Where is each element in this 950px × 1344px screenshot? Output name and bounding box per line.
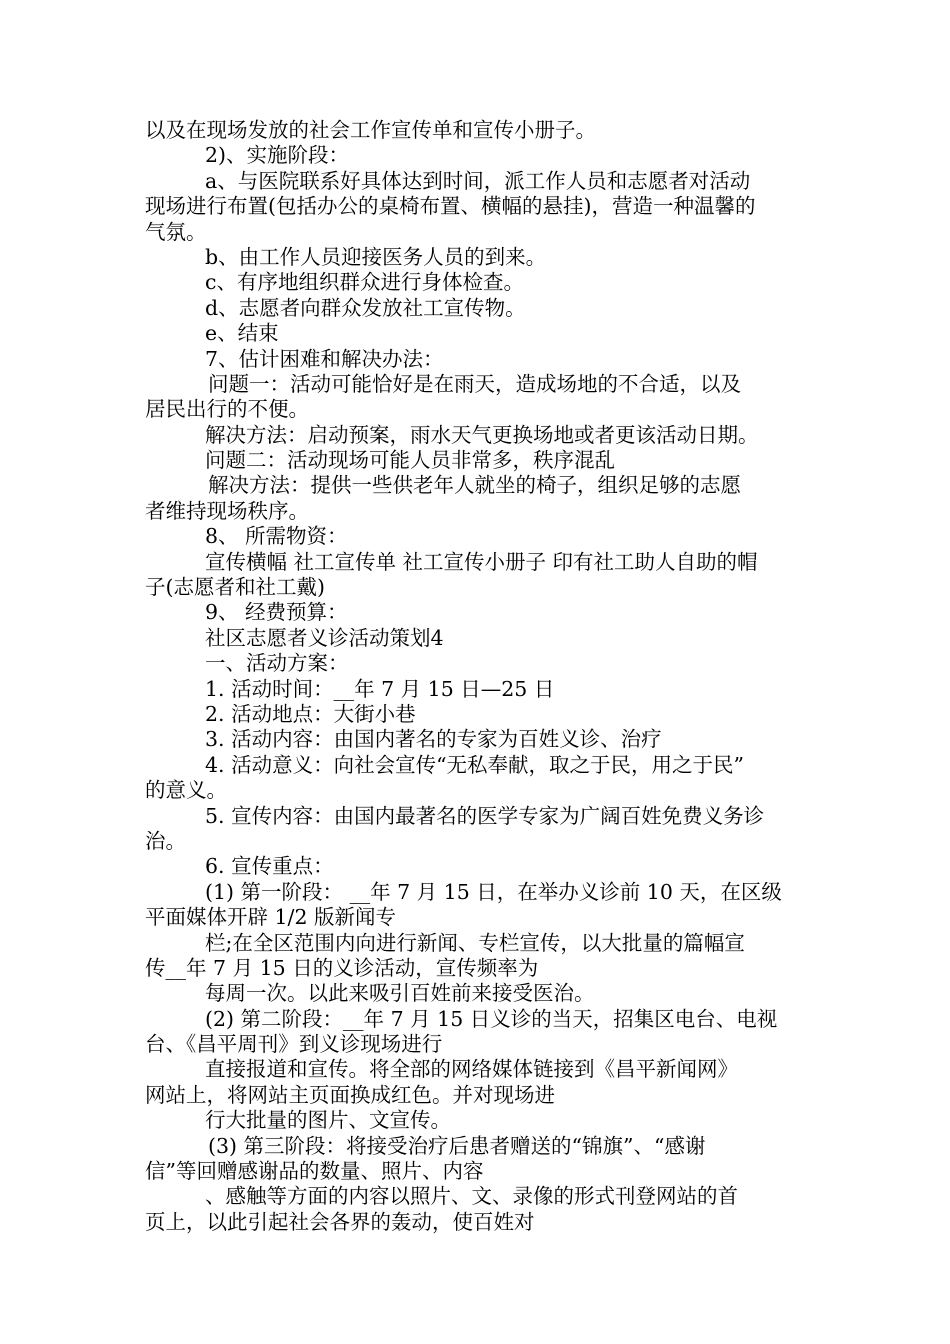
document-body [145,118,807,1235]
text-line: 直接报道和宣传。将全部的网络媒体链接到《昌平新闻网》 [205,1057,738,1082]
text-line: 6. 宣传重点： [205,854,334,879]
text-line: 每周一次。以此来吸引百姓前来接受医治。 [205,981,595,1006]
text-line: 9、 经费预算： [205,600,348,625]
text-line: 1. 活动时间：__年 7 月 15 日—25 日 [205,676,555,701]
text-line: 7、估计困难和解决办法： [205,346,444,371]
text-line: 居民出行的不便。 [145,397,309,422]
text-line: 气氛。 [145,219,207,244]
text-line: 2)、实施阶段： [205,143,350,168]
text-line: b、由工作人员迎接医务人员的到来。 [205,244,547,269]
text-line: 一、活动方案： [205,651,349,676]
text-line: 、感触等方面的内容以照片、文、录像的形式刊登网站的首 [205,1184,738,1209]
text-line: 5. 宣传内容：由国内最著名的医学专家为广阔百姓免费义务诊 [205,803,765,828]
text-line: 治。 [145,828,186,853]
text-line: 者维持现场秩序。 [145,498,309,523]
text-line: 以及在现场发放的社会工作宣传单和宣传小册子。 [145,118,596,142]
text-line: (1) 第一阶段： __年 7 月 15 日，在举办义诊前 10 天，在区级 [205,879,782,904]
text-line: 问题二：活动现场可能人员非常多，秩序混乱 [205,448,615,473]
text-line: 子(志愿者和社工戴) [145,575,325,600]
text-line: 社区志愿者义诊活动策划4 [205,625,444,650]
text-line: 网站上，将网站主页面换成红色。并对现场进 [145,1082,555,1107]
text-line: 8、 所需物资： [205,524,348,549]
text-line: 现场进行布置(包括办公的桌椅布置、横幅的悬挂)，营造一种温馨的 [145,194,756,219]
text-line: (2) 第二阶段：__年 7 月 15 日义诊的当天，招集区电台、电视 [205,1006,778,1031]
text-line: 解决方法：启动预案，雨水天气更换场地或者更该活动日期。 [205,422,759,447]
text-line: c、有序地组织群众进行身体检查。 [205,270,524,295]
text-line: e、结束 [205,321,279,346]
text-line: 的意义。 [145,778,227,803]
text-line: 宣传横幅 社工宣传单 社工宣传小册子 印有社工助人自助的帽 [205,549,758,574]
text-line: (3) 第三阶段：将接受治疗后患者赠送的“锦旗”、“感谢 [208,1133,706,1158]
text-line: 信”等回赠感谢品的数量、照片、内容 [145,1159,484,1184]
text-line: 2. 活动地点：大街小巷 [205,701,416,726]
text-line: 平面媒体开辟 1/2 版新闻专 [145,905,397,930]
text-line: 4. 活动意义：向社会宣传“无私奉献，取之于民，用之于民” [205,752,745,777]
text-line: 台、《昌平周刊》到义诊现场进行 [145,1032,443,1057]
text-line: 解决方法：提供一些供老年人就坐的椅子，组织足够的志愿 [208,473,741,498]
text-line: 传__年 7 月 15 日的义诊活动，宣传频率为 [145,955,539,980]
text-line: 栏;在全区范围内向进行新闻、专栏宣传，以大批量的篇幅宣 [205,930,745,955]
text-line: 3. 活动内容：由国内著名的专家为百姓义诊、治疗 [205,727,662,752]
text-line: 问题一：活动可能恰好是在雨天，造成场地的不合适，以及 [208,371,741,396]
text-line: 页上，以此引起社会各界的轰动，使百姓对 [145,1209,535,1234]
text-line: 行大批量的图片、文宣传。 [205,1108,451,1133]
text-line: d、志愿者向群众发放社工宣传物。 [205,295,526,320]
text-line: a、与医院联系好具体达到时间，派工作人员和志愿者对活动 [205,168,751,193]
